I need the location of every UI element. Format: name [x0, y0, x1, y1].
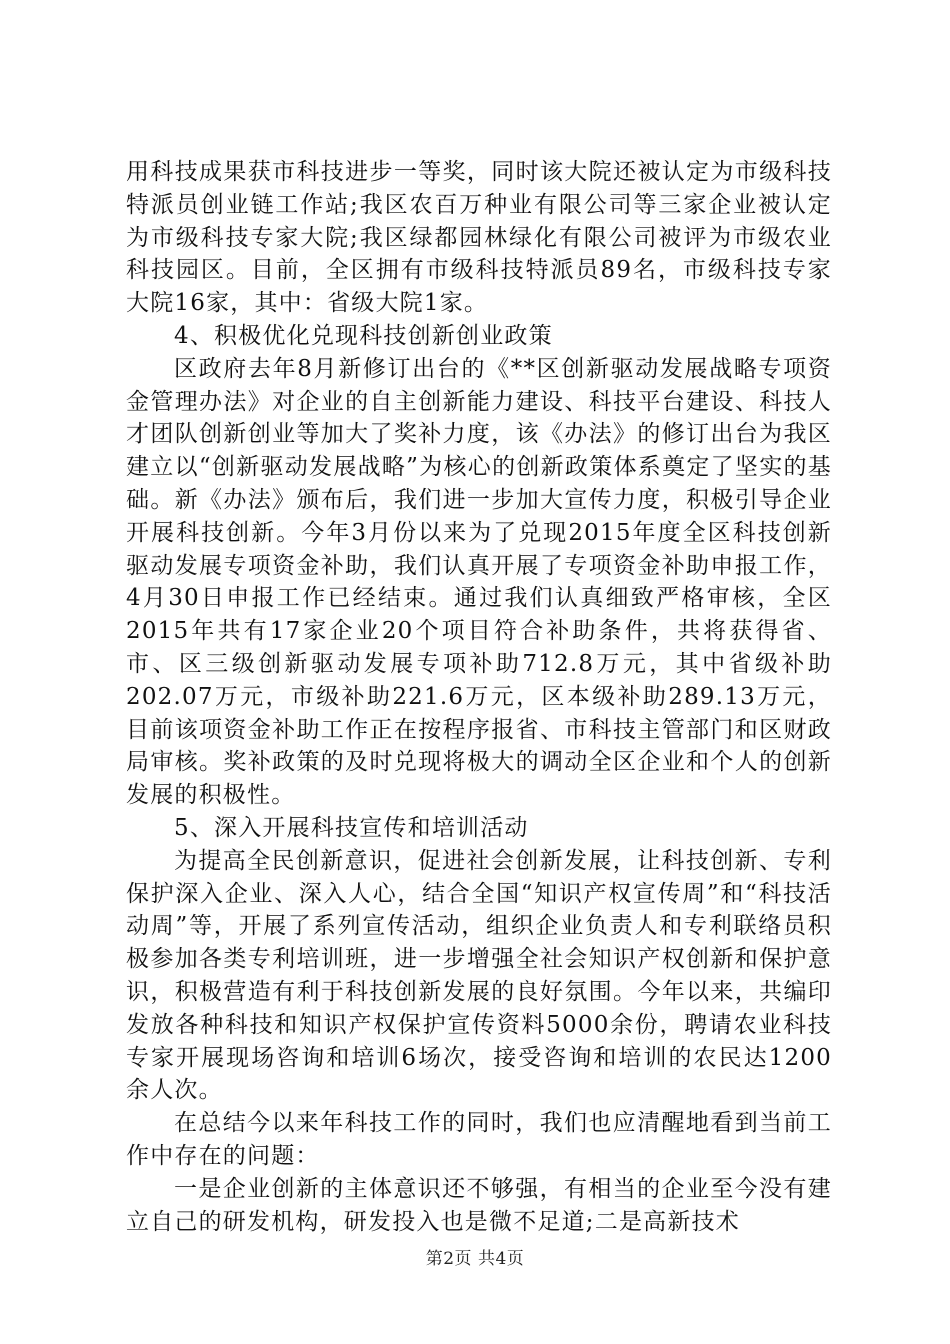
page-number-footer: 第2页 共4页 [425, 1249, 525, 1269]
paragraph-training: 为提高全民创新意识，促进社会创新发展，让科技创新、专利保护深入企业、深入人心，结合全国“知识产权宣传周”和“科技活动周”等，开展了系列宣传活动，组织企业负责人和专利联络员积极参加各类专利培训班，进一步增强全社会知识产权创新和保护意识，积极营造有利于科技创新发展的良好氛围。今年以来，共编印发放各种科技和知识产权保护宣传资料5000余份，聘请农业科技专家开展现场咨询和培训6场次，接受咨询和培训的农民达1200余人次。 [126, 847, 832, 1104]
paragraph-summary: 在总结今以来年科技工作的同时，我们也应清醒地看到当前工作中存在的问题： [126, 1110, 832, 1169]
section-heading-5: 5、深入开展科技宣传和培训活动 [174, 814, 529, 841]
section-heading-4: 4、积极优化兑现科技创新创业政策 [174, 322, 553, 349]
document-body [126, 156, 832, 1238]
paragraph-continuation: 用科技成果获市科技进步一等奖，同时该大院还被认定为市级科技特派员创业链工作站;我区农百万种业有限公司等三家企业被认定为市级科技专家大院;我区绿都园林绿化有限公司被评为市级农业科技园区。目前，全区拥有市级科技特派员89名，市级科技专家大院16家，其中：省级大院1家。 [126, 159, 832, 317]
paragraph-problems: 一是企业创新的主体意识还不够强，有相当的企业至今没有建立自己的研发机构，研发投入也是微不足道;二是高新技术 [126, 1175, 832, 1235]
paragraph-policy: 区政府去年8月新修订出台的《**区创新驱动发展战略专项资金管理办法》对企业的自主创新能力建设、科技平台建设、科技人才团队创新创业等加大了奖补力度，该《办法》的修订出台为我区建立以“创新驱动发展战略”为核心的创新政策体系奠定了坚实的基础。新《办法》颁布后，我们进一步加大宣传力度，积极引导企业开展科技创新。今年3月份以来为了兑现2015年度全区科技创新驱动发展专项资金补助，我们认真开展了专项资金补助申报工作，4月30日申报工作已经结束。通过我们认真细致严格审核，全区2015年共有17家企业20个项目符合补助条件，共将获得省、市、区三级创新驱动发展专项补助712.8万元，其中省级补助202.07万元，市级补助221.6万元，区本级补助289.13万元，目前该项资金补助工作正在按程序报省、市科技主管部门和区财政局审核。奖补政策的及时兑现将极大的调动全区企业和个人的创新发展的积极性。 [126, 355, 832, 809]
